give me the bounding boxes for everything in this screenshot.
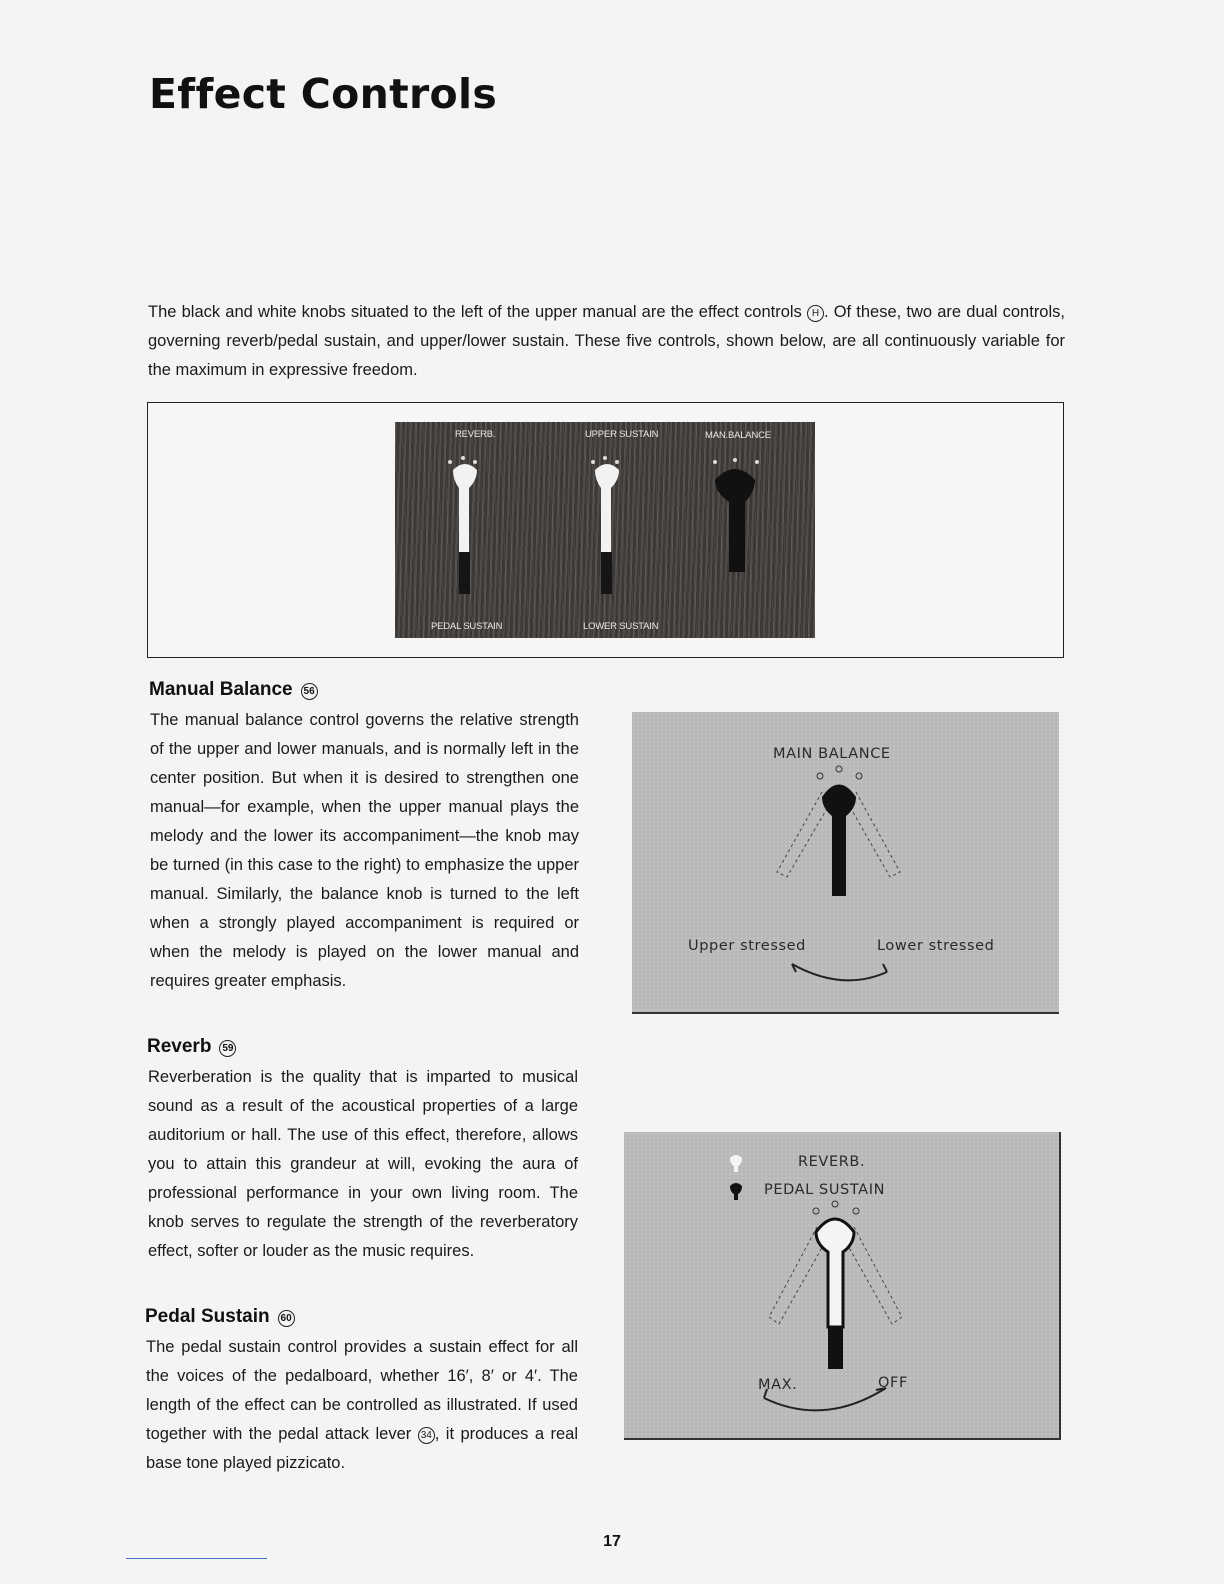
lower-stressed-label: Lower stressed xyxy=(877,938,995,954)
pedal-sustain-text-2: , it produces a real base tone played pizzicato. xyxy=(146,1425,578,1472)
main-balance-title: MAIN BALANCE xyxy=(773,746,891,762)
page-title: Effect Controls xyxy=(149,70,498,118)
upper-sustain-knob xyxy=(591,456,619,594)
reverb-knob-drawing xyxy=(624,1132,1059,1438)
photo-label-upper-sustain: UPPER SUSTAIN xyxy=(585,429,659,440)
photo-label-lower-sustain: LOWER SUSTAIN xyxy=(583,621,659,632)
reverb-title: Reverb xyxy=(147,1036,212,1057)
off-label: OFF xyxy=(878,1375,908,1391)
pedal-sustain-ref: 60 xyxy=(278,1310,295,1327)
main-balance-diagram xyxy=(632,712,1059,1014)
effect-controls-photo-frame xyxy=(147,402,1064,658)
pedal-sustain-text xyxy=(146,1333,578,1478)
man-balance-knob xyxy=(713,458,759,572)
manual-balance-title: Manual Balance xyxy=(149,679,293,700)
footer-rule xyxy=(126,1558,267,1559)
reverb-knob xyxy=(448,456,477,594)
intro-text-1: The black and white knobs situated to the left of the upper manual are the effect controls xyxy=(148,303,802,321)
pedal-sustain-diagram-title: PEDAL SUSTAIN xyxy=(764,1182,886,1198)
knobs-illustration xyxy=(395,422,815,638)
manual-balance-text: The manual balance control governs the relative strength of the upper and lower manuals, and is normally left in the center position. But when it is desired to strengthen one manual—for example, when the upper manual plays the melody and the lower its accompaniment—the knob may be turned (in this case to the right) to emphasize the upper manual. Similarly, the balance knob is turned to the left when a strongly played accompaniment is required or when the melody is played on the lower manual and requires greater emphasis. xyxy=(150,711,579,990)
reverb-heading xyxy=(147,1036,236,1058)
reverb-diagram-title: REVERB. xyxy=(798,1154,866,1170)
upper-stressed-label: Upper stressed xyxy=(688,938,806,954)
balance-knob-drawing xyxy=(632,712,1059,1012)
intro-text-2: . Of these, two are dual controls, governing reverb/pedal sustain, and upper/lower sustain. These five controls, shown below, are all continuously variable for the maximum in expressive freedom. xyxy=(148,303,1065,379)
photo-label-man-balance: MAN.BALANCE xyxy=(705,430,771,441)
page-number: 17 xyxy=(603,1533,621,1550)
manual-balance-heading xyxy=(149,679,318,701)
pedal-sustain-title: Pedal Sustain xyxy=(145,1306,270,1327)
effect-controls-photo xyxy=(395,422,815,638)
pedal-sustain-text-1: The pedal sustain control provides a sustain effect for all the voices of the pedalboard, whether 16′, 8′ or 4′. The length of the effect can be controlled as illustrated. If used together with the pedal attack lever xyxy=(146,1338,578,1443)
photo-label-pedal-sustain: PEDAL SUSTAIN xyxy=(431,621,503,632)
reverb-text: Reverberation is the quality that is imparted to musical sound as a result of the acoustical properties of a large auditorium or hall. The use of this effect, therefore, allows you to attain this grandeur at will, evoking the aura of professional performance in your own living room. The knob serves to regulate the strength of the reverberatory effect, softer or louder as the music requires. xyxy=(148,1068,578,1260)
pedal-sustain-heading xyxy=(145,1306,295,1328)
max-label: MAX. xyxy=(758,1377,798,1393)
photo-label-reverb: REVERB. xyxy=(455,429,496,440)
reverb-ref: 59 xyxy=(219,1040,236,1057)
pedal-attack-lever-ref: 34 xyxy=(418,1427,435,1444)
effect-controls-ref: H xyxy=(807,305,824,322)
manual-balance-ref: 56 xyxy=(301,683,318,700)
reverb-pedal-sustain-diagram xyxy=(624,1132,1061,1440)
intro-paragraph xyxy=(148,298,1065,385)
